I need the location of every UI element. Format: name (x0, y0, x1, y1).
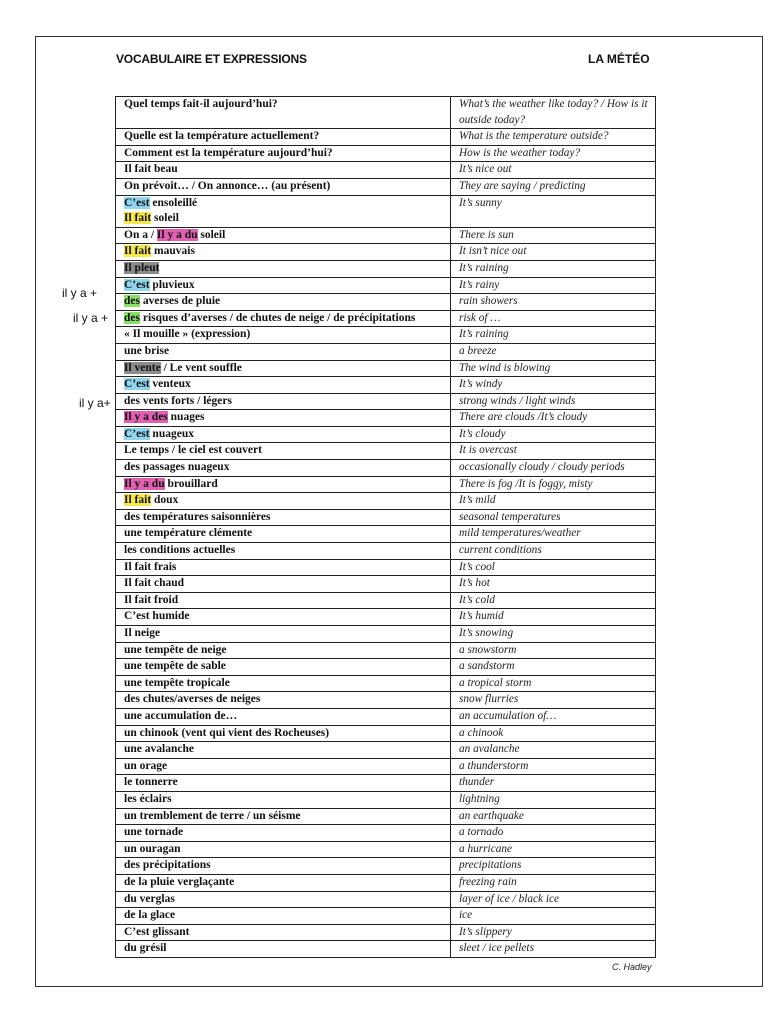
french-expression (116, 874, 451, 891)
english-translation: There is sun (451, 227, 656, 244)
document-topic: LA MÉTÉO (588, 52, 650, 66)
table-row (116, 493, 656, 510)
expression-text: On a / (124, 228, 157, 241)
table-row (116, 891, 656, 908)
french-expression (116, 410, 451, 427)
expression-text: risques d’averses / de chutes de neige / de précipitations (139, 311, 416, 324)
english-translation: a chinook (451, 725, 656, 742)
english-translation: It’s slippery (451, 924, 656, 941)
expression-text: une température clémente (124, 527, 253, 540)
french-expression (116, 162, 451, 179)
english-translation: an earthquake (451, 808, 656, 825)
table-row (116, 426, 656, 443)
table-row (116, 592, 656, 609)
table-row (116, 559, 656, 576)
french-expression (116, 476, 451, 493)
french-expression (116, 195, 451, 227)
table-row (116, 825, 656, 842)
english-translation: thunder (451, 775, 656, 792)
table-row (116, 675, 656, 692)
french-expression (116, 725, 451, 742)
expression-text: du grésil (124, 942, 167, 955)
english-translation: It’s cloudy (451, 426, 656, 443)
english-translation: It’s cold (451, 592, 656, 609)
english-translation: current conditions (451, 543, 656, 560)
french-expression (116, 426, 451, 443)
expression-text: une brise (124, 344, 170, 357)
english-translation: What is the temperature outside? (451, 129, 656, 146)
expression-text: averses de pluie (139, 295, 221, 308)
english-translation: mild temperatures/weather (451, 526, 656, 543)
table-row (116, 294, 656, 311)
french-expression (116, 543, 451, 560)
expression-text: une accumulation de… (124, 709, 238, 722)
english-translation: a hurricane (451, 841, 656, 858)
french-expression (116, 310, 451, 327)
english-translation: an avalanche (451, 742, 656, 759)
english-translation: It’s nice out (451, 162, 656, 179)
english-translation: There is fog /It is foggy, misty (451, 476, 656, 493)
english-translation: It’s rainy (451, 277, 656, 294)
side-label-il-y-a: il y a + (62, 286, 98, 300)
french-expression (116, 775, 451, 792)
table-row (116, 509, 656, 526)
side-label-il-y-a: il y a+ (79, 396, 111, 410)
table-row (116, 858, 656, 875)
english-translation: a thunderstorm (451, 758, 656, 775)
expression-text: Le temps / le ciel est couvert (124, 444, 262, 457)
french-expression (116, 244, 451, 261)
french-expression (116, 559, 451, 576)
english-translation: an accumulation of… (451, 708, 656, 725)
table-row (116, 260, 656, 277)
french-expression (116, 642, 451, 659)
expression-text: nuages (167, 411, 205, 424)
english-translation: a snowstorm (451, 642, 656, 659)
table-row (116, 443, 656, 460)
english-translation: It’s snowing (451, 626, 656, 643)
french-expression (116, 145, 451, 162)
english-translation: a tropical storm (451, 675, 656, 692)
table-row (116, 310, 656, 327)
english-translation: rain showers (451, 294, 656, 311)
table-row (116, 227, 656, 244)
table-row (116, 377, 656, 394)
table-row (116, 476, 656, 493)
expression-text: de la glace (124, 909, 176, 922)
table-row (116, 908, 656, 925)
english-translation: occasionally cloudy / cloudy periods (451, 460, 656, 477)
english-translation: What’s the weather like today? / How is it outside today? (451, 97, 656, 129)
french-expression (116, 393, 451, 410)
french-expression (116, 377, 451, 394)
expression-text: pluvieux (149, 278, 195, 291)
french-expression (116, 460, 451, 477)
table-row (116, 145, 656, 162)
french-expression (116, 294, 451, 311)
french-expression (116, 692, 451, 709)
french-expression (116, 260, 451, 277)
english-translation: sleet / ice pellets (451, 941, 656, 958)
table-row (116, 791, 656, 808)
french-expression (116, 908, 451, 925)
expression-text: Comment est la température aujourd’hui? (124, 146, 333, 159)
english-translation: It’s hot (451, 576, 656, 593)
french-expression (116, 493, 451, 510)
expression-text: Il neige (124, 627, 161, 639)
english-translation: snow flurries (451, 692, 656, 709)
french-expression (116, 443, 451, 460)
expression-text: une tornade (124, 826, 184, 839)
english-translation: ice (451, 908, 656, 925)
english-translation: seasonal temperatures (451, 509, 656, 526)
expression-text: une tempête de neige (124, 643, 227, 656)
english-translation: It’s sunny (451, 195, 656, 227)
table-row (116, 178, 656, 195)
english-translation: lightning (451, 791, 656, 808)
expression-text: des chutes/averses de neiges (124, 693, 261, 706)
table-row (116, 129, 656, 146)
document-title: VOCABULAIRE ET EXPRESSIONS (116, 52, 307, 66)
expression-text: doux (151, 494, 179, 507)
expression-text: venteux (149, 378, 191, 391)
expression-text: un chinook (vent qui vient des Rocheuses) (124, 726, 330, 739)
english-translation: They are saying / predicting (451, 178, 656, 195)
expression-text: C’est glissant (124, 925, 190, 938)
table-row (116, 576, 656, 593)
french-expression (116, 941, 451, 958)
highlighted-word: Il fait (124, 245, 152, 258)
table-row (116, 460, 656, 477)
english-translation: a tornado (451, 825, 656, 842)
table-row (116, 360, 656, 377)
table-row (116, 808, 656, 825)
english-translation: It isn’t nice out (451, 244, 656, 261)
french-expression (116, 808, 451, 825)
expression-text: / Le vent souffle (160, 361, 242, 374)
french-expression (116, 576, 451, 593)
highlighted-word: Il vente (124, 361, 161, 374)
french-expression (116, 526, 451, 543)
expression-text: le tonnerre (124, 776, 178, 789)
english-translation: It’s mild (451, 493, 656, 510)
table-row (116, 725, 656, 742)
highlighted-word: Il y a du (124, 477, 165, 490)
vocabulary-table (115, 96, 656, 958)
french-expression (116, 178, 451, 195)
table-row (116, 609, 656, 626)
french-expression (116, 97, 451, 129)
highlighted-word: C’est (124, 378, 150, 391)
highlighted-word: Il fait (124, 212, 152, 225)
french-expression (116, 129, 451, 146)
highlighted-word: des (124, 311, 140, 324)
english-translation: layer of ice / black ice (451, 891, 656, 908)
french-expression (116, 343, 451, 360)
english-translation: It’s cool (451, 559, 656, 576)
table-row (116, 708, 656, 725)
french-expression (116, 509, 451, 526)
french-expression (116, 360, 451, 377)
english-translation: precipitations (451, 858, 656, 875)
expression-text: une tempête tropicale (124, 676, 230, 689)
highlighted-word: C’est (124, 278, 150, 291)
expression-text: des températures saisonnières (124, 510, 271, 523)
table-row (116, 692, 656, 709)
expression-text: ensoleillé (149, 196, 198, 209)
expression-text: un tremblement de terre / un séisme (124, 809, 301, 822)
table-row (116, 642, 656, 659)
french-expression (116, 758, 451, 775)
french-expression (116, 708, 451, 725)
english-translation: strong winds / light winds (451, 393, 656, 410)
expression-text: du verglas (124, 892, 175, 905)
expression-text: Il fait chaud (124, 577, 185, 590)
table-row (116, 343, 656, 360)
table-row (116, 244, 656, 261)
french-expression (116, 675, 451, 692)
table-row (116, 659, 656, 676)
table-row (116, 941, 656, 958)
expression-text: des précipitations (124, 859, 211, 872)
expression-text: On prévoit… / On annonce… (au présent) (124, 179, 331, 192)
french-expression (116, 858, 451, 875)
table-row (116, 327, 656, 344)
table-row (116, 543, 656, 560)
highlighted-word: C’est (124, 427, 150, 440)
author-credit: C. Hadley (612, 962, 652, 972)
expression-text: les éclairs (124, 792, 172, 805)
french-expression (116, 891, 451, 908)
highlighted-word: des (124, 295, 140, 308)
expression-text: un orage (124, 759, 168, 772)
expression-text: C’est humide (124, 610, 190, 623)
table-row (116, 162, 656, 179)
expression-text: un ouragan (124, 842, 181, 855)
table-row (116, 874, 656, 891)
english-translation: a breeze (451, 343, 656, 360)
table-row (116, 410, 656, 427)
expression-text: Il fait frais (124, 560, 177, 573)
expression-text: des vents forts / légers (124, 394, 232, 407)
table-row (116, 277, 656, 294)
highlighted-word: Il y a du (156, 228, 198, 241)
french-expression (116, 924, 451, 941)
expression-text: brouillard (164, 477, 218, 490)
expression-text: Quel temps fait-il aujourd’hui? (124, 98, 278, 110)
french-expression (116, 277, 451, 294)
table-row (116, 758, 656, 775)
table-row (116, 775, 656, 792)
expression-text: Quelle est la température actuellement? (124, 130, 320, 143)
side-label-il-y-a: il y a + (73, 311, 109, 325)
table-row (116, 195, 656, 227)
english-translation: There are clouds /It’s cloudy (451, 410, 656, 427)
english-translation: risk of … (451, 310, 656, 327)
french-expression (116, 592, 451, 609)
english-translation: The wind is blowing (451, 360, 656, 377)
expression-text: nuageux (149, 427, 194, 440)
table-row (116, 626, 656, 643)
english-translation: It’s raining (451, 260, 656, 277)
expression-text: mauvais (151, 245, 195, 258)
french-expression (116, 742, 451, 759)
expression-text: les conditions actuelles (124, 544, 236, 557)
table-row (116, 924, 656, 941)
french-expression (116, 825, 451, 842)
expression-text: des passages nuageux (124, 461, 230, 474)
expression-text: une tempête de sable (124, 660, 226, 673)
table-row (116, 526, 656, 543)
english-translation: It’s windy (451, 377, 656, 394)
english-translation: It is overcast (451, 443, 656, 460)
table-row (116, 97, 656, 129)
expression-text: une avalanche (124, 743, 194, 756)
expression-text: de la pluie verglaçante (124, 875, 235, 888)
expression-text: Il fait beau (124, 163, 178, 176)
english-translation: It’s humid (451, 609, 656, 626)
highlighted-word: Il y a des (124, 411, 168, 424)
french-expression (116, 841, 451, 858)
expression-text: soleil (151, 212, 179, 225)
highlighted-word: Il fait (124, 494, 152, 507)
english-translation: It’s raining (451, 327, 656, 344)
highlighted-word: Il pleut (124, 261, 160, 274)
table-row (116, 841, 656, 858)
expression-text: « Il mouille » (expression) (124, 328, 251, 341)
french-expression (116, 327, 451, 344)
french-expression (116, 609, 451, 626)
english-translation: freezing rain (451, 874, 656, 891)
expression-text: Il fait froid (124, 593, 179, 606)
french-expression (116, 626, 451, 643)
expression-text: soleil (197, 228, 226, 241)
english-translation: How is the weather today? (451, 145, 656, 162)
french-expression (116, 227, 451, 244)
french-expression (116, 791, 451, 808)
highlighted-word: C’est (124, 196, 150, 209)
french-expression (116, 659, 451, 676)
table-row (116, 742, 656, 759)
english-translation: a sandstorm (451, 659, 656, 676)
table-row (116, 393, 656, 410)
